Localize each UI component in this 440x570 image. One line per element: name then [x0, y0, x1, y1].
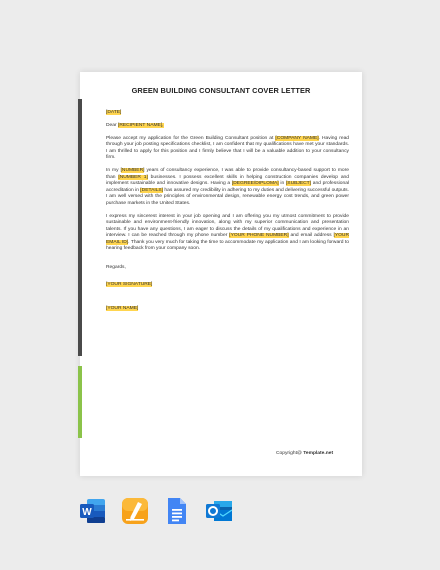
word-icon[interactable] — [79, 497, 107, 525]
closing: Regards, — [106, 264, 126, 270]
copyright-brand: Template.net — [303, 451, 334, 456]
p3-text: . Thank you very much for taking the time to accommodate my application and I am looking forward to hearing feedback from your company soon. — [106, 239, 349, 252]
degree-placeholder: [DEGREE/DIPLOMA] — [231, 181, 279, 187]
p2-text: years of consultancy experience, I was able to provide consultancy-based support to more than — [106, 168, 349, 180]
recipient-placeholder: [RECIPIENT NAME], — [117, 122, 164, 128]
document-title: GREEN BUILDING CONSULTANT COVER LETTER — [131, 86, 311, 95]
svg-text:W: W — [82, 507, 92, 518]
number-placeholder: [NUMBER] — [120, 168, 145, 174]
date-placeholder: [DATE] — [106, 110, 122, 115]
copyright-prefix: Copyright@ — [276, 451, 304, 456]
accent-bar-green — [78, 366, 82, 438]
details-placeholder: [DETAILS] — [140, 187, 164, 193]
p1-text: . Having read through your job posting specifications checklist, I am confident that my qualifications have met your standards. I am thrilled to apply for this position and I firmly believe that I will be a valuable addition to your consultancy firm. — [106, 135, 350, 161]
p2-text: businesses. I possess excellent skills in helping construction companies develop and implement sustainable and innovative designs. Having a — [106, 174, 349, 187]
name-placeholder: [YOUR NAME] — [106, 305, 139, 311]
salutation — [106, 123, 349, 130]
email-placeholder: [YOUR EMAIL ID] — [106, 233, 349, 245]
copyright — [276, 451, 333, 456]
outlook-icon[interactable] — [205, 497, 233, 525]
p2-text: in — [278, 181, 286, 187]
pages-icon[interactable] — [121, 497, 149, 525]
paragraph-2 — [106, 168, 349, 207]
paragraph-1 — [106, 136, 349, 162]
company-placeholder: [COMPANY NAME] — [275, 135, 319, 141]
google-docs-icon[interactable] — [163, 497, 191, 525]
p2-text: has assured my credibility in adhering to my duties and delivering successful outputs. I am well versed with the principles of environmental design, renewable energy cost trends, and green power purchase markets in the United States. — [106, 187, 349, 206]
p2-text: In my — [106, 168, 121, 174]
p1-text: Please accept my application for the Green Building Consultant position at — [106, 135, 276, 141]
p3-text: and email address — [288, 233, 334, 239]
signature-line — [106, 282, 349, 289]
date-line — [106, 110, 349, 117]
salutation-prefix: Dear — [106, 122, 118, 128]
name-line — [106, 306, 349, 313]
number1-placeholder: [NUMBER 1] — [118, 174, 148, 180]
signature-placeholder: [YOUR SIGNATURE] — [106, 282, 153, 288]
paragraph-3 — [106, 214, 349, 253]
app-icons-row — [79, 497, 233, 525]
p2-text: and professional accreditation in — [106, 181, 349, 193]
subject-placeholder: [SUBJECT] — [285, 181, 311, 187]
letter-body — [106, 110, 349, 318]
accent-bar-dark — [78, 99, 82, 356]
phone-placeholder: [YOUR PHONE NUMBER] — [229, 233, 289, 239]
p3-text: I express my sincerest interest in your job opening and I am offering you my utmost commitment to provide sustainable and environment-friendly innovation, along with my superior communication and presentation talents. If you have any questions, I am eager to discuss the details of my qualifications and experience in an interview. I can be reached through my phone number — [106, 213, 349, 239]
